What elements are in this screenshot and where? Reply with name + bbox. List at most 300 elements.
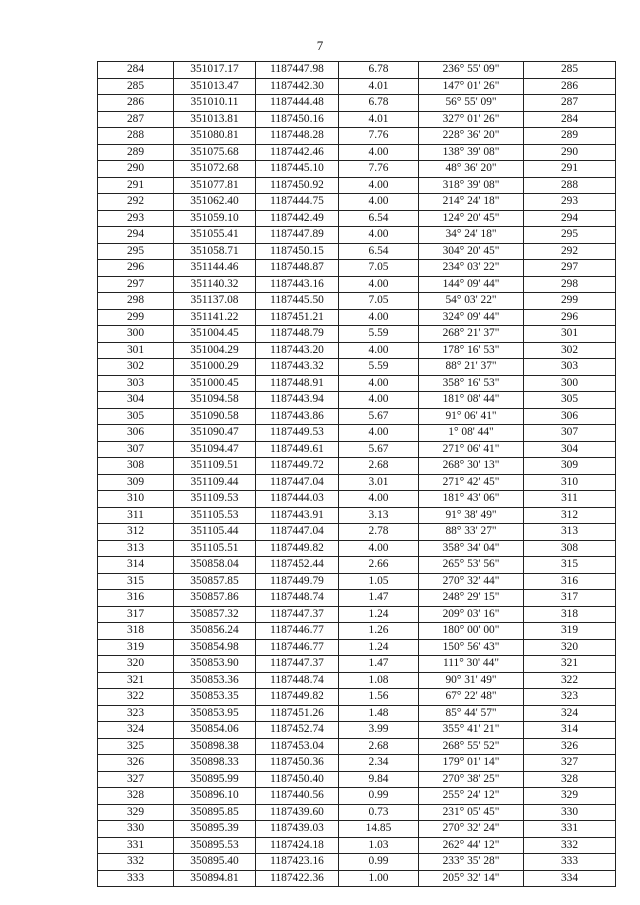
- y-coordinate-cell: 1187451.21: [256, 309, 339, 326]
- x-coordinate-cell: 350894.81: [174, 870, 256, 887]
- y-coordinate-cell: 1187443.32: [256, 359, 339, 376]
- y-coordinate-cell: 1187444.75: [256, 194, 339, 211]
- point-number-cell: 314: [98, 557, 174, 574]
- x-coordinate-cell: 351017.17: [174, 62, 256, 79]
- table-row: [98, 293, 616, 310]
- x-coordinate-cell: 350895.85: [174, 804, 256, 821]
- distance-cell: 7.76: [339, 161, 419, 178]
- table-row: [98, 111, 616, 128]
- x-coordinate-cell: 351105.53: [174, 507, 256, 524]
- distance-cell: 9.84: [339, 771, 419, 788]
- point-number-cell: 329: [98, 804, 174, 821]
- x-coordinate-cell: 351058.71: [174, 243, 256, 260]
- bearing-cell: 88° 33' 27": [419, 524, 524, 541]
- bearing-cell: 265° 53' 56": [419, 557, 524, 574]
- y-coordinate-cell: 1187449.61: [256, 441, 339, 458]
- bearing-cell: 111° 30' 44": [419, 656, 524, 673]
- bearing-cell: 327° 01' 26": [419, 111, 524, 128]
- bearing-cell: 270° 32' 44": [419, 573, 524, 590]
- bearing-cell: 90° 31' 49": [419, 672, 524, 689]
- distance-cell: 4.00: [339, 144, 419, 161]
- table-row: [98, 755, 616, 772]
- x-coordinate-cell: 350857.32: [174, 606, 256, 623]
- bearing-cell: 262° 44' 12": [419, 837, 524, 854]
- next-point-cell: 305: [524, 392, 616, 409]
- next-point-cell: 294: [524, 210, 616, 227]
- table-row: [98, 425, 616, 442]
- next-point-cell: 317: [524, 590, 616, 607]
- table-row: [98, 227, 616, 244]
- bearing-cell: 144° 09' 44": [419, 276, 524, 293]
- table-row: [98, 672, 616, 689]
- table-row: [98, 573, 616, 590]
- point-number-cell: 331: [98, 837, 174, 854]
- x-coordinate-cell: 351004.29: [174, 342, 256, 359]
- next-point-cell: 322: [524, 672, 616, 689]
- distance-cell: 4.01: [339, 111, 419, 128]
- next-point-cell: 334: [524, 870, 616, 887]
- y-coordinate-cell: 1187447.89: [256, 227, 339, 244]
- bearing-cell: 54° 03' 22": [419, 293, 524, 310]
- x-coordinate-cell: 351075.68: [174, 144, 256, 161]
- point-number-cell: 290: [98, 161, 174, 178]
- point-number-cell: 302: [98, 359, 174, 376]
- y-coordinate-cell: 1187444.48: [256, 95, 339, 112]
- y-coordinate-cell: 1187423.16: [256, 854, 339, 871]
- point-number-cell: 303: [98, 375, 174, 392]
- y-coordinate-cell: 1187452.74: [256, 722, 339, 739]
- bearing-cell: 91° 38' 49": [419, 507, 524, 524]
- point-number-cell: 294: [98, 227, 174, 244]
- distance-cell: 1.08: [339, 672, 419, 689]
- x-coordinate-cell: 351090.47: [174, 425, 256, 442]
- point-number-cell: 287: [98, 111, 174, 128]
- point-number-cell: 288: [98, 128, 174, 145]
- y-coordinate-cell: 1187445.10: [256, 161, 339, 178]
- point-number-cell: 313: [98, 540, 174, 557]
- bearing-cell: 138° 39' 08": [419, 144, 524, 161]
- y-coordinate-cell: 1187446.77: [256, 623, 339, 640]
- bearing-cell: 248° 29' 15": [419, 590, 524, 607]
- next-point-cell: 297: [524, 260, 616, 277]
- y-coordinate-cell: 1187449.53: [256, 425, 339, 442]
- table-row: [98, 738, 616, 755]
- next-point-cell: 323: [524, 689, 616, 706]
- x-coordinate-cell: 351109.53: [174, 491, 256, 508]
- distance-cell: 7.05: [339, 260, 419, 277]
- x-coordinate-cell: 351000.29: [174, 359, 256, 376]
- distance-cell: 4.00: [339, 177, 419, 194]
- next-point-cell: 318: [524, 606, 616, 623]
- point-number-cell: 312: [98, 524, 174, 541]
- point-number-cell: 296: [98, 260, 174, 277]
- y-coordinate-cell: 1187451.26: [256, 705, 339, 722]
- table-row: [98, 870, 616, 887]
- x-coordinate-cell: 351077.81: [174, 177, 256, 194]
- table-row: [98, 491, 616, 508]
- x-coordinate-cell: 350854.06: [174, 722, 256, 739]
- distance-cell: 1.24: [339, 639, 419, 656]
- distance-cell: 4.00: [339, 276, 419, 293]
- table-row: [98, 590, 616, 607]
- x-coordinate-cell: 350853.35: [174, 689, 256, 706]
- distance-cell: 0.99: [339, 854, 419, 871]
- table-row: [98, 606, 616, 623]
- y-coordinate-cell: 1187449.72: [256, 458, 339, 475]
- y-coordinate-cell: 1187443.86: [256, 408, 339, 425]
- next-point-cell: 304: [524, 441, 616, 458]
- y-coordinate-cell: 1187450.36: [256, 755, 339, 772]
- y-coordinate-cell: 1187449.82: [256, 689, 339, 706]
- distance-cell: 4.00: [339, 540, 419, 557]
- x-coordinate-cell: 351013.81: [174, 111, 256, 128]
- x-coordinate-cell: 351141.22: [174, 309, 256, 326]
- point-number-cell: 284: [98, 62, 174, 79]
- y-coordinate-cell: 1187448.91: [256, 375, 339, 392]
- y-coordinate-cell: 1187447.37: [256, 656, 339, 673]
- next-point-cell: 302: [524, 342, 616, 359]
- y-coordinate-cell: 1187443.16: [256, 276, 339, 293]
- table-row: [98, 837, 616, 854]
- y-coordinate-cell: 1187448.74: [256, 590, 339, 607]
- distance-cell: 1.24: [339, 606, 419, 623]
- x-coordinate-cell: 351109.44: [174, 474, 256, 491]
- table-row: [98, 95, 616, 112]
- point-number-cell: 291: [98, 177, 174, 194]
- y-coordinate-cell: 1187446.77: [256, 639, 339, 656]
- next-point-cell: 309: [524, 458, 616, 475]
- table-row: [98, 161, 616, 178]
- point-number-cell: 304: [98, 392, 174, 409]
- distance-cell: 4.00: [339, 425, 419, 442]
- table-row: [98, 276, 616, 293]
- point-number-cell: 301: [98, 342, 174, 359]
- point-number-cell: 322: [98, 689, 174, 706]
- distance-cell: 5.67: [339, 408, 419, 425]
- distance-cell: 5.59: [339, 326, 419, 343]
- x-coordinate-cell: 350857.86: [174, 590, 256, 607]
- x-coordinate-cell: 350898.33: [174, 755, 256, 772]
- bearing-cell: 91° 06' 41": [419, 408, 524, 425]
- x-coordinate-cell: 350857.85: [174, 573, 256, 590]
- y-coordinate-cell: 1187442.46: [256, 144, 339, 161]
- table-row: [98, 260, 616, 277]
- table-row: [98, 326, 616, 343]
- x-coordinate-cell: 351094.58: [174, 392, 256, 409]
- bearing-cell: 355° 41' 21": [419, 722, 524, 739]
- distance-cell: 0.99: [339, 788, 419, 805]
- table-row: [98, 78, 616, 95]
- point-number-cell: 285: [98, 78, 174, 95]
- point-number-cell: 311: [98, 507, 174, 524]
- y-coordinate-cell: 1187443.91: [256, 507, 339, 524]
- bearing-cell: 209° 03' 16": [419, 606, 524, 623]
- next-point-cell: 330: [524, 804, 616, 821]
- point-number-cell: 330: [98, 821, 174, 838]
- bearing-cell: 88° 21' 37": [419, 359, 524, 376]
- x-coordinate-cell: 351055.41: [174, 227, 256, 244]
- next-point-cell: 315: [524, 557, 616, 574]
- point-number-cell: 308: [98, 458, 174, 475]
- bearing-cell: 147° 01' 26": [419, 78, 524, 95]
- next-point-cell: 328: [524, 771, 616, 788]
- point-number-cell: 310: [98, 491, 174, 508]
- y-coordinate-cell: 1187439.60: [256, 804, 339, 821]
- table-row: [98, 210, 616, 227]
- x-coordinate-cell: 351010.11: [174, 95, 256, 112]
- y-coordinate-cell: 1187448.74: [256, 672, 339, 689]
- bearing-cell: 179° 01' 14": [419, 755, 524, 772]
- bearing-cell: 358° 34' 04": [419, 540, 524, 557]
- y-coordinate-cell: 1187450.16: [256, 111, 339, 128]
- bearing-cell: 124° 20' 45": [419, 210, 524, 227]
- table-row: [98, 821, 616, 838]
- next-point-cell: 312: [524, 507, 616, 524]
- table-row: [98, 408, 616, 425]
- table-body: [98, 62, 616, 887]
- next-point-cell: 288: [524, 177, 616, 194]
- distance-cell: 4.00: [339, 392, 419, 409]
- point-number-cell: 309: [98, 474, 174, 491]
- x-coordinate-cell: 351140.32: [174, 276, 256, 293]
- bearing-cell: 48° 36' 20": [419, 161, 524, 178]
- x-coordinate-cell: 350858.04: [174, 557, 256, 574]
- y-coordinate-cell: 1187444.03: [256, 491, 339, 508]
- distance-cell: 2.78: [339, 524, 419, 541]
- x-coordinate-cell: 351090.58: [174, 408, 256, 425]
- table-row: [98, 62, 616, 79]
- point-number-cell: 316: [98, 590, 174, 607]
- distance-cell: 5.67: [339, 441, 419, 458]
- next-point-cell: 292: [524, 243, 616, 260]
- next-point-cell: 290: [524, 144, 616, 161]
- point-number-cell: 295: [98, 243, 174, 260]
- point-number-cell: 300: [98, 326, 174, 343]
- bearing-cell: 178° 16' 53": [419, 342, 524, 359]
- bearing-cell: 358° 16' 53": [419, 375, 524, 392]
- point-number-cell: 321: [98, 672, 174, 689]
- bearing-cell: 1° 08' 44": [419, 425, 524, 442]
- table-row: [98, 689, 616, 706]
- next-point-cell: 293: [524, 194, 616, 211]
- bearing-cell: 270° 38' 25": [419, 771, 524, 788]
- y-coordinate-cell: 1187450.40: [256, 771, 339, 788]
- next-point-cell: 329: [524, 788, 616, 805]
- bearing-cell: 180° 00' 00": [419, 623, 524, 640]
- next-point-cell: 308: [524, 540, 616, 557]
- y-coordinate-cell: 1187448.79: [256, 326, 339, 343]
- distance-cell: 4.00: [339, 194, 419, 211]
- distance-cell: 14.85: [339, 821, 419, 838]
- next-point-cell: 284: [524, 111, 616, 128]
- point-number-cell: 297: [98, 276, 174, 293]
- bearing-cell: 214° 24' 18": [419, 194, 524, 211]
- table-row: [98, 194, 616, 211]
- point-number-cell: 289: [98, 144, 174, 161]
- table-row: [98, 474, 616, 491]
- table-row: [98, 359, 616, 376]
- table-row: [98, 771, 616, 788]
- y-coordinate-cell: 1187439.03: [256, 821, 339, 838]
- x-coordinate-cell: 350896.10: [174, 788, 256, 805]
- distance-cell: 3.99: [339, 722, 419, 739]
- table-row: [98, 804, 616, 821]
- bearing-cell: 85° 44' 57": [419, 705, 524, 722]
- distance-cell: 4.00: [339, 491, 419, 508]
- distance-cell: 5.59: [339, 359, 419, 376]
- point-number-cell: 327: [98, 771, 174, 788]
- bearing-cell: 236° 55' 09": [419, 62, 524, 79]
- distance-cell: 4.00: [339, 227, 419, 244]
- y-coordinate-cell: 1187443.20: [256, 342, 339, 359]
- x-coordinate-cell: 350895.53: [174, 837, 256, 854]
- next-point-cell: 332: [524, 837, 616, 854]
- y-coordinate-cell: 1187443.94: [256, 392, 339, 409]
- y-coordinate-cell: 1187445.50: [256, 293, 339, 310]
- table-row: [98, 243, 616, 260]
- distance-cell: 0.73: [339, 804, 419, 821]
- y-coordinate-cell: 1187440.56: [256, 788, 339, 805]
- x-coordinate-cell: 351004.45: [174, 326, 256, 343]
- x-coordinate-cell: 351109.51: [174, 458, 256, 475]
- x-coordinate-cell: 350853.95: [174, 705, 256, 722]
- point-number-cell: 315: [98, 573, 174, 590]
- x-coordinate-cell: 350853.90: [174, 656, 256, 673]
- x-coordinate-cell: 351080.81: [174, 128, 256, 145]
- x-coordinate-cell: 351094.47: [174, 441, 256, 458]
- bearing-cell: 268° 55' 52": [419, 738, 524, 755]
- bearing-cell: 228° 36' 20": [419, 128, 524, 145]
- distance-cell: 6.54: [339, 210, 419, 227]
- x-coordinate-cell: 351105.44: [174, 524, 256, 541]
- x-coordinate-cell: 350856.24: [174, 623, 256, 640]
- point-number-cell: 286: [98, 95, 174, 112]
- table-row: [98, 375, 616, 392]
- point-number-cell: 298: [98, 293, 174, 310]
- next-point-cell: 286: [524, 78, 616, 95]
- x-coordinate-cell: 351072.68: [174, 161, 256, 178]
- y-coordinate-cell: 1187449.79: [256, 573, 339, 590]
- point-number-cell: 306: [98, 425, 174, 442]
- table-row: [98, 128, 616, 145]
- point-number-cell: 317: [98, 606, 174, 623]
- table-row: [98, 524, 616, 541]
- bearing-cell: 150° 56' 43": [419, 639, 524, 656]
- point-number-cell: 319: [98, 639, 174, 656]
- next-point-cell: 311: [524, 491, 616, 508]
- next-point-cell: 327: [524, 755, 616, 772]
- next-point-cell: 287: [524, 95, 616, 112]
- distance-cell: 2.66: [339, 557, 419, 574]
- x-coordinate-cell: 350898.38: [174, 738, 256, 755]
- next-point-cell: 291: [524, 161, 616, 178]
- next-point-cell: 306: [524, 408, 616, 425]
- bearing-cell: 205° 32' 14": [419, 870, 524, 887]
- point-number-cell: 333: [98, 870, 174, 887]
- bearing-cell: 268° 30' 13": [419, 458, 524, 475]
- distance-cell: 7.05: [339, 293, 419, 310]
- next-point-cell: 307: [524, 425, 616, 442]
- y-coordinate-cell: 1187422.36: [256, 870, 339, 887]
- table-row: [98, 623, 616, 640]
- next-point-cell: 295: [524, 227, 616, 244]
- point-number-cell: 299: [98, 309, 174, 326]
- next-point-cell: 333: [524, 854, 616, 871]
- x-coordinate-cell: 351144.46: [174, 260, 256, 277]
- table-row: [98, 705, 616, 722]
- next-point-cell: 326: [524, 738, 616, 755]
- y-coordinate-cell: 1187450.92: [256, 177, 339, 194]
- x-coordinate-cell: 351059.10: [174, 210, 256, 227]
- bearing-cell: 181° 08' 44": [419, 392, 524, 409]
- bearing-cell: 304° 20' 45": [419, 243, 524, 260]
- next-point-cell: 320: [524, 639, 616, 656]
- x-coordinate-cell: 351105.51: [174, 540, 256, 557]
- y-coordinate-cell: 1187447.37: [256, 606, 339, 623]
- distance-cell: 6.78: [339, 95, 419, 112]
- point-number-cell: 326: [98, 755, 174, 772]
- y-coordinate-cell: 1187447.98: [256, 62, 339, 79]
- next-point-cell: 314: [524, 722, 616, 739]
- bearing-cell: 255° 24' 12": [419, 788, 524, 805]
- distance-cell: 1.26: [339, 623, 419, 640]
- x-coordinate-cell: 351013.47: [174, 78, 256, 95]
- bearing-cell: 318° 39' 08": [419, 177, 524, 194]
- distance-cell: 6.78: [339, 62, 419, 79]
- bearing-cell: 34° 24' 18": [419, 227, 524, 244]
- point-number-cell: 323: [98, 705, 174, 722]
- y-coordinate-cell: 1187452.44: [256, 557, 339, 574]
- bearing-cell: 233° 35' 28": [419, 854, 524, 871]
- distance-cell: 4.00: [339, 375, 419, 392]
- x-coordinate-cell: 350895.99: [174, 771, 256, 788]
- y-coordinate-cell: 1187447.04: [256, 524, 339, 541]
- table-row: [98, 540, 616, 557]
- point-number-cell: 324: [98, 722, 174, 739]
- point-number-cell: 293: [98, 210, 174, 227]
- x-coordinate-cell: 351062.40: [174, 194, 256, 211]
- next-point-cell: 310: [524, 474, 616, 491]
- y-coordinate-cell: 1187424.18: [256, 837, 339, 854]
- x-coordinate-cell: 351000.45: [174, 375, 256, 392]
- x-coordinate-cell: 350895.40: [174, 854, 256, 871]
- x-coordinate-cell: 351137.08: [174, 293, 256, 310]
- next-point-cell: 299: [524, 293, 616, 310]
- x-coordinate-cell: 350853.36: [174, 672, 256, 689]
- distance-cell: 4.01: [339, 78, 419, 95]
- bearing-cell: 324° 09' 44": [419, 309, 524, 326]
- bearing-cell: 271° 42' 45": [419, 474, 524, 491]
- distance-cell: 7.76: [339, 128, 419, 145]
- y-coordinate-cell: 1187448.28: [256, 128, 339, 145]
- next-point-cell: 324: [524, 705, 616, 722]
- distance-cell: 1.48: [339, 705, 419, 722]
- distance-cell: 1.05: [339, 573, 419, 590]
- point-number-cell: 305: [98, 408, 174, 425]
- point-number-cell: 292: [98, 194, 174, 211]
- table-row: [98, 144, 616, 161]
- distance-cell: 4.00: [339, 309, 419, 326]
- table-row: [98, 788, 616, 805]
- distance-cell: 1.03: [339, 837, 419, 854]
- bearing-cell: 270° 32' 24": [419, 821, 524, 838]
- coordinates-table: [97, 61, 616, 887]
- point-number-cell: 332: [98, 854, 174, 871]
- next-point-cell: 301: [524, 326, 616, 343]
- bearing-cell: 268° 21' 37": [419, 326, 524, 343]
- page-number: 7: [316, 38, 324, 53]
- bearing-cell: 181° 43' 06": [419, 491, 524, 508]
